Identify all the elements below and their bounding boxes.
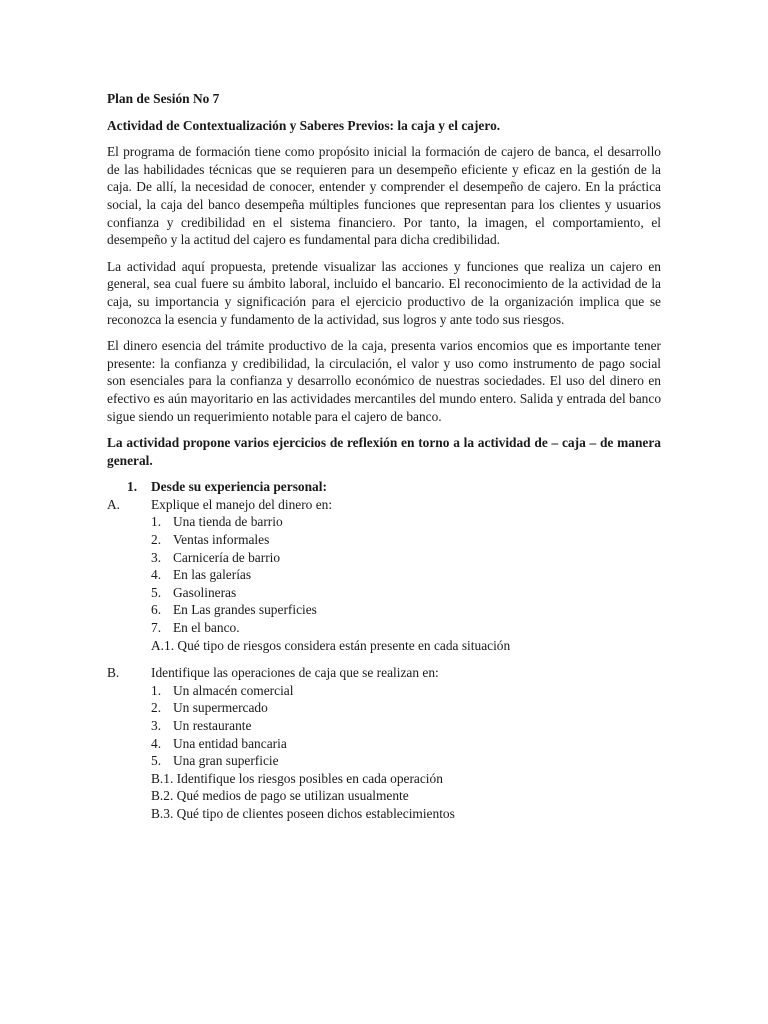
item-number: 5. — [151, 753, 162, 769]
item-number: 4. — [151, 735, 162, 751]
document-heading: Plan de Sesión No 7 — [107, 91, 220, 106]
item-number: 1. — [151, 514, 162, 530]
item-number: 2. — [151, 700, 162, 716]
part-a-heading — [107, 496, 661, 514]
item-text: Gasolineras — [173, 584, 237, 600]
item-number: 4. — [151, 567, 162, 583]
item-text: Una entidad bancaria — [173, 735, 287, 751]
part-text: Identifique las operaciones de caja que se realizan en: — [151, 665, 439, 681]
part-text: Explique el manejo del dinero en: — [151, 496, 333, 512]
list-item — [107, 699, 661, 717]
section-number: 1. — [127, 479, 138, 495]
list-item — [107, 601, 661, 619]
item-number: 3. — [151, 549, 162, 565]
item-text: En el banco. — [173, 620, 240, 636]
sub-question: B.2. Qué medios de pago se utilizan usualmente — [151, 788, 409, 804]
part-a-list — [107, 513, 661, 636]
item-text: Ventas informales — [173, 532, 270, 548]
list-item — [107, 549, 661, 567]
section-heading — [107, 478, 661, 496]
list-item — [107, 566, 661, 584]
item-text: Una tienda de barrio — [173, 514, 283, 530]
document-page — [107, 90, 661, 823]
item-text: Un restaurante — [173, 718, 252, 733]
item-text: En Las grandes superficies — [173, 602, 317, 618]
list-item — [107, 531, 661, 549]
spacer — [107, 654, 661, 664]
part-letter: A. — [107, 496, 121, 512]
document-subheading: Actividad de Contextualización y Saberes Previos: la caja y el cajero. — [107, 117, 501, 133]
list-item — [107, 513, 661, 531]
item-number: 6. — [151, 602, 162, 618]
item-number: 5. — [151, 584, 162, 600]
item-number: 3. — [151, 718, 162, 733]
paragraph: La actividad aquí propuesta, pretende visualizar las acciones y funciones que realiza un cajero en general, sea cual fuere su ámbito laboral, incluido el bancario. El reconocimiento de la actividad de la caja, su importancia y significación para el ejercicio productivo de la organización implica que se reconozca la esencia y fundamento de la actividad, sus logros y ante todo sus riesgos. — [107, 258, 661, 327]
item-text: Un almacén comercial — [173, 682, 294, 698]
item-text: Un supermercado — [173, 700, 268, 716]
part-b-heading — [107, 664, 661, 682]
item-number: 7. — [151, 620, 162, 636]
list-item — [107, 752, 661, 770]
item-number: 1. — [151, 682, 162, 698]
list-item — [107, 619, 661, 637]
part-b-list — [107, 682, 661, 770]
section-title: Desde su experiencia personal: — [151, 479, 327, 495]
sub-question: B.1. Identifique los riesgos posibles en cada operación — [151, 770, 443, 786]
item-text: En las galerías — [173, 567, 252, 583]
list-item — [107, 584, 661, 602]
list-item — [107, 717, 661, 735]
list-item — [107, 682, 661, 700]
paragraph: El dinero esencia del trámite productivo de la caja, presenta varios encomios que es importante tener presente: la confianza y credibilidad, la circulación, el valor y uso como instrumento de pago social son esenciales para la confianza y desarrollo económico de nuestras sociedades. El uso del dinero en efectivo es aún mayoritario en las actividades mercantiles del mundo entero. Salida y entrada del banco sigue siendo un requerimiento notable para el cajero de banco. — [107, 338, 662, 424]
item-text: Carnicería de barrio — [173, 549, 281, 565]
sub-question: B.3. Qué tipo de clientes poseen dichos establecimientos — [151, 805, 455, 821]
item-text: Una gran superficie — [173, 753, 279, 769]
list-item — [107, 735, 661, 753]
paragraph: El programa de formación tiene como propósito inicial la formación de cajero de banca, el desarrollo de las habilidades técnicas que se requieren para un desempeño eficiente y eficaz en la gestión de la caja. De allí, la necesidad de conocer, entender y comprender el desempeño de cajero. En la práctica social, la caja del banco desempeña múltiples funciones que representan para los clientes y usuarios confianza y credibilidad en el sistema financiero. Por tanto, la imagen, el comportamiento, el desempeño y la actitud del cajero es fundamental para dicha credibilidad. — [107, 144, 661, 248]
sub-question: A.1. Qué tipo de riesgos considera están presente en cada situación — [151, 637, 511, 653]
part-letter: B. — [107, 665, 120, 681]
activity-intro: La actividad propone varios ejercicios de reflexión en torno a la actividad de – caja – de manera general. — [107, 435, 661, 468]
item-number: 2. — [151, 532, 162, 548]
